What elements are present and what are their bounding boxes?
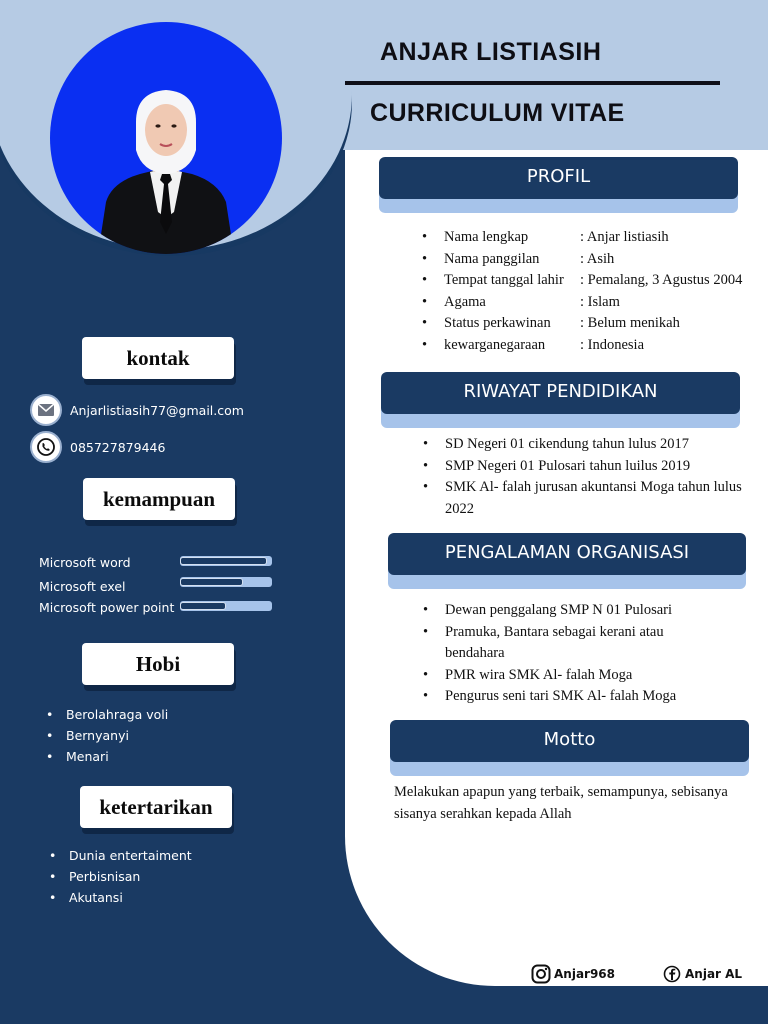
section-title: Motto [390,720,749,762]
section-header-motto [390,720,749,776]
email-address: Anjarlistiasih77@gmail.com [70,402,244,418]
education-list [419,434,749,520]
facebook-link[interactable] [662,964,742,984]
label-ketertarikan [80,786,232,830]
hobby-item: • Menari [42,746,168,767]
phone-number: 085727879446 [70,439,166,455]
contact-phone[interactable] [30,431,165,463]
profile-item [418,313,758,335]
education-item: • SMK Al- falah jurusan akuntansi Moga tahun lulus 2022 [419,477,749,520]
profile-key: • Nama panggilan [444,250,540,267]
label-kemampuan [83,478,235,522]
interest-item: • Dunia entertaiment [45,845,192,866]
hobby-item: • Bernyanyi [42,725,168,746]
envelope-icon [30,394,62,426]
person-name: ANJAR LISTIASIH [380,38,602,66]
section-title: PENGALAMAN ORGANISASI [388,533,746,575]
education-item: • SD Negeri 01 cikendung tahun lulus 2017 [419,434,749,456]
label-text: kontak [82,337,234,379]
whatsapp-icon [30,431,62,463]
profile-item [418,335,758,357]
skill-bar-fill [180,557,267,565]
contact-email[interactable] [30,394,244,426]
profile-key: • Agama [444,293,486,310]
hobby-item: • Berolahraga voli [42,704,168,725]
label-text: Hobi [82,643,234,685]
label-text: ketertarikan [80,786,232,828]
profile-item [418,270,758,292]
profile-key: • Status perkawinan [444,315,551,331]
section-title: RIWAYAT PENDIDIKAN [381,372,740,414]
header-divider [345,81,720,85]
label-text: kemampuan [83,478,235,520]
section-header-pendidikan [381,372,740,428]
organization-item: • Pramuka, Bantara sebagai kerani atau bendahara [419,622,719,665]
document-title: CURRICULUM VITAE [370,99,625,127]
profile-value: : Pemalang, 3 Agustus 2004 [580,272,743,288]
skill-bar-fill [180,602,226,610]
organization-item: • Pengurus seni tari SMK Al- falah Moga [419,686,719,708]
section-title: PROFIL [379,157,738,199]
profile-item [418,227,758,249]
profile-list [418,227,758,356]
profile-photo [50,22,282,254]
skill-bar-fill [180,578,243,586]
profile-value: : Anjar listiasih [580,229,669,245]
profile-key: • Tempat tanggal lahir [444,272,564,288]
organization-item: • Dewan penggalang SMP N 01 Pulosari [419,600,719,622]
skill-bar [180,577,272,587]
motto-text: Melakukan apapun yang terbaik, semampunya, sebisanya sisanya serahkan kepada Allah [394,784,728,822]
profile-value: : Indonesia [580,336,645,353]
interest-list [45,845,192,908]
instagram-handle: Anjar968 [554,967,616,981]
profile-key: • Nama lengkap [444,229,529,245]
hobby-list [42,704,168,767]
interest-item: • Perbisnisan [45,866,192,887]
profile-value: : Asih [580,250,615,267]
instagram-icon [531,964,551,984]
organization-item: • PMR wira SMK Al- falah Moga [419,665,719,687]
skill-name: Microsoft word [39,555,131,570]
label-kontak [82,337,234,381]
skill-bar [180,601,272,611]
skill-name: Microsoft power point [39,600,175,615]
section-header-organisasi [388,533,746,589]
facebook-icon [662,964,682,984]
profile-value: : Islam [580,293,620,310]
profile-key: • kewarganegaraan [444,336,546,353]
facebook-name: Anjar AL [685,967,743,981]
profile-item [418,292,758,314]
profile-value: : Belum menikah [580,315,680,331]
skill-bar [180,556,272,566]
organization-list [419,600,719,708]
education-item: • SMP Negeri 01 Pulosari tahun luilus 2019 [419,456,749,478]
profile-item [418,249,758,271]
section-header-profil [379,157,738,213]
skill-name: Microsoft exel [39,579,126,594]
interest-item: • Akutansi [45,887,192,908]
instagram-link[interactable] [531,964,615,984]
label-hobi [82,643,234,687]
